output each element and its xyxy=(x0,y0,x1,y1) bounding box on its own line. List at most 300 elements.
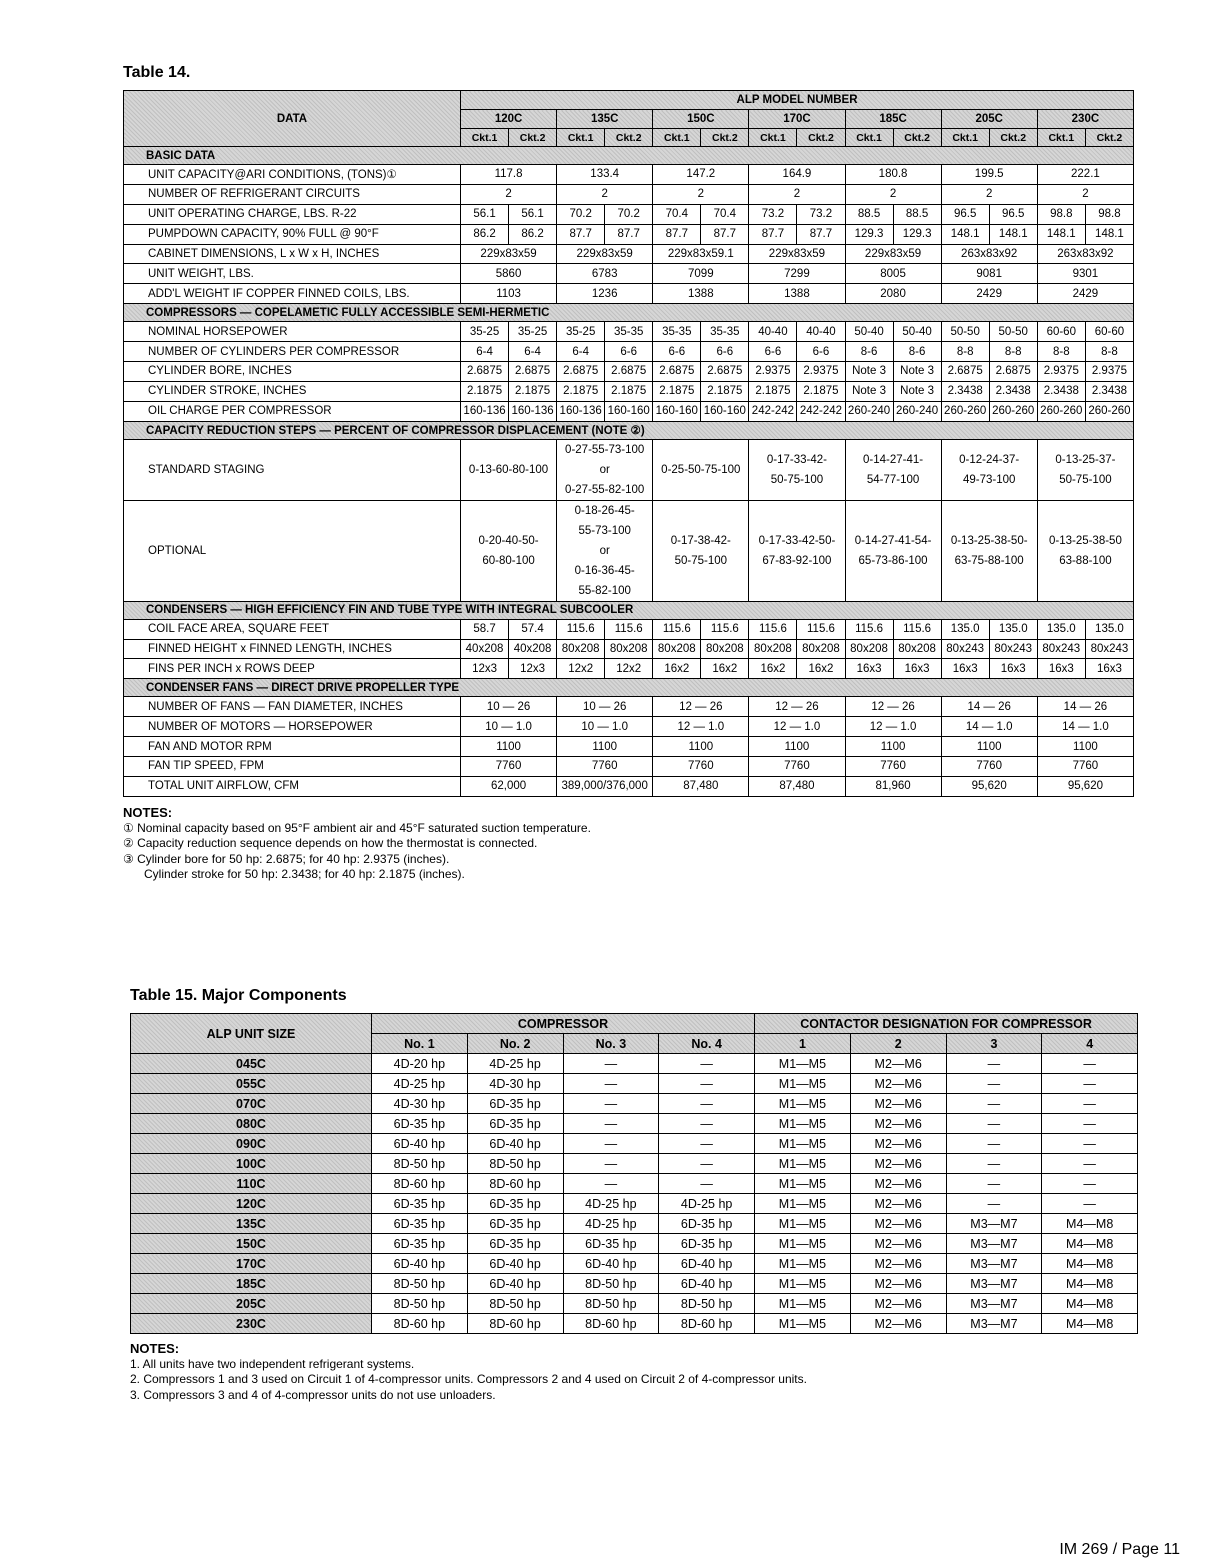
table-cell: 2.3438 xyxy=(1085,381,1133,401)
table-cell: 2 xyxy=(557,184,653,204)
table-cell: 95,620 xyxy=(941,776,1037,796)
table-cell: 2 xyxy=(461,184,557,204)
contactor-cell: — xyxy=(946,1054,1042,1074)
table-cell: 160-136 xyxy=(509,401,557,421)
contactor-cell: M2—M6 xyxy=(850,1314,946,1334)
circuit-header: Ckt.2 xyxy=(989,129,1037,147)
table15-title: Table 15. Major Components xyxy=(130,987,347,1004)
compressor-cell: 8D-50 hp xyxy=(563,1294,659,1314)
cell-line: 60-80-100 xyxy=(482,554,535,567)
table-row xyxy=(124,322,1134,342)
table-cell: 160-160 xyxy=(701,401,749,421)
compressor-cell: 4D-20 hp xyxy=(372,1054,468,1074)
compressor-cell: 8D-50 hp xyxy=(372,1154,468,1174)
contactor-cell: — xyxy=(946,1154,1042,1174)
table-cell: 260-240 xyxy=(845,401,893,421)
circuit-header: Ckt.2 xyxy=(605,129,653,147)
table-row xyxy=(124,184,1134,204)
table14-note-2: ② Capacity reduction sequence depends on how the thermostat is connected. xyxy=(123,836,538,850)
table15-note-2: 2. Compressors 1 and 3 used on Circuit 1 of 4-compressor units. Compressors 2 and 4 used on Circuit 2 of 4-compressor units. xyxy=(130,1372,807,1386)
row-label: NOMINAL HORSEPOWER xyxy=(124,322,461,342)
contactor-cell: M2—M6 xyxy=(850,1114,946,1134)
table-cell: 50-50 xyxy=(941,322,989,342)
table-row xyxy=(131,1114,1138,1134)
compressor-cell: — xyxy=(563,1054,659,1074)
contactor-cell: M3—M7 xyxy=(946,1254,1042,1274)
table-cell: 148.1 xyxy=(989,224,1037,244)
compressor-cell: 8D-60 hp xyxy=(372,1314,468,1334)
table-cell: 147.2 xyxy=(653,165,749,185)
table-cell: 14 — 26 xyxy=(1037,697,1133,717)
row-label: CABINET DIMENSIONS, L x W x H, INCHES xyxy=(124,244,461,264)
row-label: NUMBER OF FANS — FAN DIAMETER, INCHES xyxy=(124,697,461,717)
table-cell: 1100 xyxy=(461,737,557,757)
contactor-cell: M3—M7 xyxy=(946,1314,1042,1334)
contactor-cell: M2—M6 xyxy=(850,1134,946,1154)
table-cell: 80x208 xyxy=(557,639,605,659)
compressor-cell: 6D-40 hp xyxy=(659,1254,755,1274)
cell-line: 0-13-25-37- xyxy=(1055,453,1116,466)
table-cell: 12 — 26 xyxy=(653,697,749,717)
row-label: UNIT CAPACITY@ARI CONDITIONS, (TONS)① xyxy=(124,165,461,185)
cell-line: 0-12-24-37- xyxy=(959,453,1020,466)
row-label: FINS PER INCH x ROWS DEEP xyxy=(124,659,461,679)
table-cell: 80x208 xyxy=(653,639,701,659)
table14-notes xyxy=(123,805,591,883)
table15-note-3: 3. Compressors 3 and 4 of 4-compressor units do not use unloaders. xyxy=(130,1387,496,1402)
table-row xyxy=(124,619,1134,639)
table-row xyxy=(131,1074,1138,1094)
table-cell: 115.6 xyxy=(845,619,893,639)
table-cell: 80x208 xyxy=(845,639,893,659)
table-cell: 87,480 xyxy=(653,776,749,796)
table-cell: 8-6 xyxy=(845,342,893,362)
table-cell: 263x83x92 xyxy=(941,244,1037,264)
table-cell: 7099 xyxy=(653,264,749,284)
row-label: TOTAL UNIT AIRFLOW, CFM xyxy=(124,776,461,796)
contactor-cell: — xyxy=(946,1134,1042,1154)
table-cell: 9301 xyxy=(1037,264,1133,284)
table-cell: 5860 xyxy=(461,264,557,284)
compressor-cell: 8D-50 hp xyxy=(563,1274,659,1294)
table-cell: 8-6 xyxy=(893,342,941,362)
table-cell: 1388 xyxy=(749,284,845,304)
table-cell: 129.3 xyxy=(893,224,941,244)
cell-line: 55-73-100 xyxy=(578,524,631,537)
table14 xyxy=(123,90,1134,797)
compressor-cell: — xyxy=(659,1134,755,1154)
table15-notes-title: NOTES: xyxy=(130,1341,180,1356)
row-label: FAN AND MOTOR RPM xyxy=(124,737,461,757)
circuit-header: Ckt.1 xyxy=(653,129,701,147)
table-cell: 16x2 xyxy=(701,659,749,679)
cell-line: 55-82-100 xyxy=(578,584,631,597)
table-cell: 16x2 xyxy=(653,659,701,679)
table-cell: 6-4 xyxy=(509,342,557,362)
table-row xyxy=(124,717,1134,737)
table-cell: 80x243 xyxy=(989,639,1037,659)
table-cell: 260-240 xyxy=(893,401,941,421)
contactor-col-header: 1 xyxy=(755,1034,851,1054)
table-cell: 7299 xyxy=(749,264,845,284)
table-cell: 98.8 xyxy=(1085,204,1133,224)
contactor-cell: M1—M5 xyxy=(755,1254,851,1274)
table-cell: 260-260 xyxy=(941,401,989,421)
contactor-cell: M1—M5 xyxy=(755,1194,851,1214)
table-cell: 7760 xyxy=(845,757,941,777)
table-cell: 115.6 xyxy=(893,619,941,639)
table-cell: 2.9375 xyxy=(749,362,797,382)
table-cell: 2 xyxy=(845,184,941,204)
cell-line: 0-14-27-41-54- xyxy=(854,534,932,547)
row-label: NUMBER OF CYLINDERS PER COMPRESSOR xyxy=(124,342,461,362)
table-cell: 260-260 xyxy=(1085,401,1133,421)
table-row xyxy=(131,1094,1138,1114)
circuit-header: Ckt.2 xyxy=(893,129,941,147)
contactor-cell: M2—M6 xyxy=(850,1234,946,1254)
compressor-cell: — xyxy=(563,1134,659,1154)
table-cell: 88.5 xyxy=(845,204,893,224)
cell-line: 63-75-88-100 xyxy=(954,554,1024,567)
compressor-cell: 8D-60 hp xyxy=(467,1174,563,1194)
table-row xyxy=(131,1314,1138,1334)
cell-line: or xyxy=(599,544,610,557)
compressor-cell: 6D-35 hp xyxy=(372,1114,468,1134)
table-cell: 16x3 xyxy=(845,659,893,679)
contactor-cell: M4—M8 xyxy=(1042,1314,1138,1334)
cell-line: 0-13-25-38-50 xyxy=(1048,534,1122,547)
data-header: DATA xyxy=(124,91,461,147)
compressor-cell: 6D-35 hp xyxy=(659,1214,755,1234)
table-cell xyxy=(1037,439,1133,500)
table-cell: 7760 xyxy=(653,757,749,777)
table-row xyxy=(124,639,1134,659)
contactor-col-header: 2 xyxy=(850,1034,946,1054)
compressor-cell: 6D-35 hp xyxy=(467,1094,563,1114)
compressor-cell: 6D-35 hp xyxy=(372,1194,468,1214)
table-cell: 16x2 xyxy=(797,659,845,679)
table-cell: 180.8 xyxy=(845,165,941,185)
table-cell xyxy=(845,500,941,601)
contactor-header: CONTACTOR DESIGNATION FOR COMPRESSOR xyxy=(755,1014,1138,1034)
contactor-cell: — xyxy=(1042,1074,1138,1094)
table-cell: 229x83x59 xyxy=(845,244,941,264)
table-cell: Note 3 xyxy=(845,381,893,401)
table-cell: Note 3 xyxy=(893,362,941,382)
table-cell: 35-35 xyxy=(653,322,701,342)
table-cell: 2.3438 xyxy=(989,381,1037,401)
table-row xyxy=(124,659,1134,679)
table-cell: 133.4 xyxy=(557,165,653,185)
compressor-cell: 4D-25 hp xyxy=(467,1054,563,1074)
cell-line: 50-75-100 xyxy=(674,554,728,567)
contactor-cell: M4—M8 xyxy=(1042,1214,1138,1234)
contactor-cell: M1—M5 xyxy=(755,1214,851,1234)
row-label: UNIT OPERATING CHARGE, LBS. R-22 xyxy=(124,204,461,224)
contactor-cell: M3—M7 xyxy=(946,1234,1042,1254)
compressor-cell: 6D-35 hp xyxy=(467,1214,563,1234)
table-cell: 81,960 xyxy=(845,776,941,796)
cell-line: 0-13-25-38-50- xyxy=(950,534,1028,547)
table-row xyxy=(124,204,1134,224)
compressor-cell: 6D-40 hp xyxy=(467,1274,563,1294)
model-header: 170C xyxy=(749,110,845,129)
table-cell: 2429 xyxy=(941,284,1037,304)
table-cell: 1100 xyxy=(557,737,653,757)
compressor-cell: 8D-60 hp xyxy=(372,1174,468,1194)
unit-size-cell: 045C xyxy=(131,1054,372,1074)
contactor-cell: M2—M6 xyxy=(850,1214,946,1234)
table-cell: 40-40 xyxy=(749,322,797,342)
contactor-cell: M1—M5 xyxy=(755,1114,851,1134)
table-cell: 2 xyxy=(653,184,749,204)
table-row xyxy=(124,284,1134,304)
table-cell: 229x83x59 xyxy=(557,244,653,264)
compressor-cell: 4D-25 hp xyxy=(563,1214,659,1234)
contactor-cell: M1—M5 xyxy=(755,1314,851,1334)
compressor-cell: 8D-50 hp xyxy=(372,1294,468,1314)
contactor-col-header: 4 xyxy=(1042,1034,1138,1054)
table-cell: 135.0 xyxy=(941,619,989,639)
table-cell: 1100 xyxy=(845,737,941,757)
table-cell: 2.1875 xyxy=(749,381,797,401)
cell-line: 49-73-100 xyxy=(962,473,1016,486)
table-cell: 80x243 xyxy=(941,639,989,659)
cell-line: 0-17-33-42- xyxy=(766,453,827,466)
contactor-cell: — xyxy=(946,1074,1042,1094)
table-cell: 87.7 xyxy=(749,224,797,244)
table-cell: 35-25 xyxy=(461,322,509,342)
table-cell: 7760 xyxy=(1037,757,1133,777)
cell-line: 50-75-100 xyxy=(1059,473,1112,486)
table-cell: 2.1875 xyxy=(701,381,749,401)
table-cell: 40x208 xyxy=(509,639,557,659)
table-cell: 160-136 xyxy=(461,401,509,421)
table-cell: 70.4 xyxy=(701,204,749,224)
table-cell: 2.1875 xyxy=(797,381,845,401)
table-cell: 260-260 xyxy=(1037,401,1085,421)
table15-notes xyxy=(130,1341,807,1403)
row-label: UNIT WEIGHT, LBS. xyxy=(124,264,461,284)
table-cell: 12x3 xyxy=(509,659,557,679)
table-row xyxy=(131,1054,1138,1074)
table-row xyxy=(124,165,1134,185)
compressor-col-header: No. 1 xyxy=(372,1034,468,1054)
table-cell: 1100 xyxy=(749,737,845,757)
table-cell: 117.8 xyxy=(461,165,557,185)
contactor-cell: M2—M6 xyxy=(850,1094,946,1114)
model-header: 150C xyxy=(653,110,749,129)
table-cell: 14 — 1.0 xyxy=(1037,717,1133,737)
table-cell: 98.8 xyxy=(1037,204,1085,224)
table-cell: 1100 xyxy=(653,737,749,757)
table-cell: 135.0 xyxy=(1037,619,1085,639)
table-cell: 87.7 xyxy=(701,224,749,244)
unit-size-cell: 205C xyxy=(131,1294,372,1314)
table-row xyxy=(131,1134,1138,1154)
contactor-cell: M2—M6 xyxy=(850,1054,946,1074)
unit-size-cell: 055C xyxy=(131,1074,372,1094)
table-cell: 95,620 xyxy=(1037,776,1133,796)
circuit-header: Ckt.1 xyxy=(845,129,893,147)
table-cell: 87.7 xyxy=(797,224,845,244)
table-cell: 6-4 xyxy=(461,342,509,362)
table-cell: 7760 xyxy=(461,757,557,777)
row-label: STANDARD STAGING xyxy=(124,439,461,500)
contactor-cell: M2—M6 xyxy=(850,1254,946,1274)
compressor-cell: 6D-40 hp xyxy=(467,1134,563,1154)
compressor-cell: 8D-60 hp xyxy=(659,1314,755,1334)
table-cell xyxy=(557,500,653,601)
table-cell: 2.1875 xyxy=(461,381,509,401)
table-cell: 60-60 xyxy=(1037,322,1085,342)
table-cell: 9081 xyxy=(941,264,1037,284)
table-cell xyxy=(461,439,557,500)
contactor-cell: M1—M5 xyxy=(755,1154,851,1174)
cell-line: 65-73-86-100 xyxy=(858,554,928,567)
table-cell: 242-242 xyxy=(797,401,845,421)
table-cell: 58.7 xyxy=(461,619,509,639)
contactor-cell: M4—M8 xyxy=(1042,1294,1138,1314)
table-cell: 148.1 xyxy=(941,224,989,244)
table-cell: 10 — 26 xyxy=(557,697,653,717)
compressor-cell: — xyxy=(659,1174,755,1194)
table-cell: 16x3 xyxy=(989,659,1037,679)
table-cell: 2.1875 xyxy=(653,381,701,401)
cell-line: 0-25-50-75-100 xyxy=(661,463,741,476)
row-label: PUMPDOWN CAPACITY, 90% FULL @ 90°F xyxy=(124,224,461,244)
table-cell: 12 — 1.0 xyxy=(749,717,845,737)
table-row xyxy=(131,1174,1138,1194)
row-label: CYLINDER STROKE, INCHES xyxy=(124,381,461,401)
compressor-cell: 4D-25 hp xyxy=(372,1074,468,1094)
circuit-header: Ckt.1 xyxy=(941,129,989,147)
table15 xyxy=(130,1013,1138,1334)
unit-size-cell: 150C xyxy=(131,1234,372,1254)
cell-line: 0-14-27-41- xyxy=(863,453,924,466)
contactor-cell: — xyxy=(1042,1154,1138,1174)
cell-line: 0-27-55-82-100 xyxy=(565,483,645,496)
table-row xyxy=(131,1254,1138,1274)
table-cell: 263x83x92 xyxy=(1037,244,1133,264)
table-cell: 135.0 xyxy=(989,619,1037,639)
circuit-header: Ckt.2 xyxy=(509,129,557,147)
cell-line: 0-13-60-80-100 xyxy=(468,463,549,476)
contactor-cell: M1—M5 xyxy=(755,1174,851,1194)
unit-size-cell: 170C xyxy=(131,1254,372,1274)
table-row xyxy=(124,757,1134,777)
cell-line: 0-17-33-42-50- xyxy=(758,534,836,547)
table-cell: 12x2 xyxy=(605,659,653,679)
unit-size-cell: 100C xyxy=(131,1154,372,1174)
unit-size-cell: 070C xyxy=(131,1094,372,1114)
table14-note-3-cont: Cylinder stroke for 50 hp: 2.3438; for 40 hp: 2.1875 (inches). xyxy=(144,867,465,881)
table-row xyxy=(124,381,1134,401)
contactor-col-header: 3 xyxy=(946,1034,1042,1054)
cell-line: 0-16-36-45- xyxy=(574,564,635,577)
table-cell: 62,000 xyxy=(461,776,557,796)
table-cell: 129.3 xyxy=(845,224,893,244)
row-label: FAN TIP SPEED, FPM xyxy=(124,757,461,777)
contactor-cell: — xyxy=(1042,1114,1138,1134)
compressor-cell: — xyxy=(563,1154,659,1174)
section-title: COMPRESSORS — COPELAMETIC FULLY ACCESSIBLE SEMI-HERMETIC xyxy=(124,304,1134,322)
table-cell: 14 — 26 xyxy=(941,697,1037,717)
table-cell: 2429 xyxy=(1037,284,1133,304)
table-cell: 80x208 xyxy=(701,639,749,659)
table-cell: 8-8 xyxy=(989,342,1037,362)
contactor-cell: M2—M6 xyxy=(850,1194,946,1214)
table-row xyxy=(124,224,1134,244)
table-cell: Note 3 xyxy=(893,381,941,401)
table-cell: 35-25 xyxy=(509,322,557,342)
table-row xyxy=(124,264,1134,284)
circuit-header: Ckt.1 xyxy=(1037,129,1085,147)
contactor-cell: — xyxy=(1042,1174,1138,1194)
model-header: 205C xyxy=(941,110,1037,129)
table-cell: 86.2 xyxy=(461,224,509,244)
circuit-header: Ckt.1 xyxy=(461,129,509,147)
table-cell: 2.6875 xyxy=(509,362,557,382)
table-cell: 2.6875 xyxy=(653,362,701,382)
circuit-header: Ckt.1 xyxy=(557,129,605,147)
table-cell xyxy=(653,439,749,500)
row-label: OIL CHARGE PER COMPRESSOR xyxy=(124,401,461,421)
table-cell: 80x208 xyxy=(605,639,653,659)
table-cell xyxy=(845,439,941,500)
table-cell: 10 — 1.0 xyxy=(557,717,653,737)
row-label: COIL FACE AREA, SQUARE FEET xyxy=(124,619,461,639)
table-cell: Note 3 xyxy=(845,362,893,382)
table-cell: 160-136 xyxy=(557,401,605,421)
table-cell: 87,480 xyxy=(749,776,845,796)
table-cell: 16x3 xyxy=(893,659,941,679)
table-cell: 12 — 26 xyxy=(749,697,845,717)
contactor-cell: M4—M8 xyxy=(1042,1274,1138,1294)
compressor-header: COMPRESSOR xyxy=(372,1014,755,1034)
table-cell: 57.4 xyxy=(509,619,557,639)
table-cell: 10 — 26 xyxy=(461,697,557,717)
table-cell: 7760 xyxy=(749,757,845,777)
circuit-header: Ckt.1 xyxy=(749,129,797,147)
compressor-col-header: No. 4 xyxy=(659,1034,755,1054)
table-row xyxy=(124,737,1134,757)
model-header: 185C xyxy=(845,110,941,129)
table-cell: 1236 xyxy=(557,284,653,304)
contactor-cell: M3—M7 xyxy=(946,1294,1042,1314)
compressor-cell: — xyxy=(563,1074,659,1094)
compressor-cell: 6D-35 hp xyxy=(659,1234,755,1254)
section-title: CAPACITY REDUCTION STEPS — PERCENT OF COMPRESSOR DISPLACEMENT (NOTE ②) xyxy=(124,421,1134,439)
contactor-cell: — xyxy=(1042,1094,1138,1114)
table-cell: 115.6 xyxy=(701,619,749,639)
contactor-cell: M1—M5 xyxy=(755,1234,851,1254)
circuit-header: Ckt.2 xyxy=(797,129,845,147)
alp-model-header: ALP MODEL NUMBER xyxy=(461,91,1134,110)
table-row xyxy=(131,1294,1138,1314)
section-title: CONDENSERS — HIGH EFFICIENCY FIN AND TUBE TYPE WITH INTEGRAL SUBCOOLER xyxy=(124,601,1134,619)
table14-title: Table 14. xyxy=(123,64,191,81)
contactor-cell: — xyxy=(1042,1134,1138,1154)
table-cell: 242-242 xyxy=(749,401,797,421)
contactor-cell: M3—M7 xyxy=(946,1274,1042,1294)
table-cell: 2080 xyxy=(845,284,941,304)
table-cell: 16x3 xyxy=(1037,659,1085,679)
contactor-cell: M1—M5 xyxy=(755,1134,851,1154)
contactor-cell: M1—M5 xyxy=(755,1074,851,1094)
section-title: BASIC DATA xyxy=(124,147,1134,165)
unit-size-cell: 120C xyxy=(131,1194,372,1214)
